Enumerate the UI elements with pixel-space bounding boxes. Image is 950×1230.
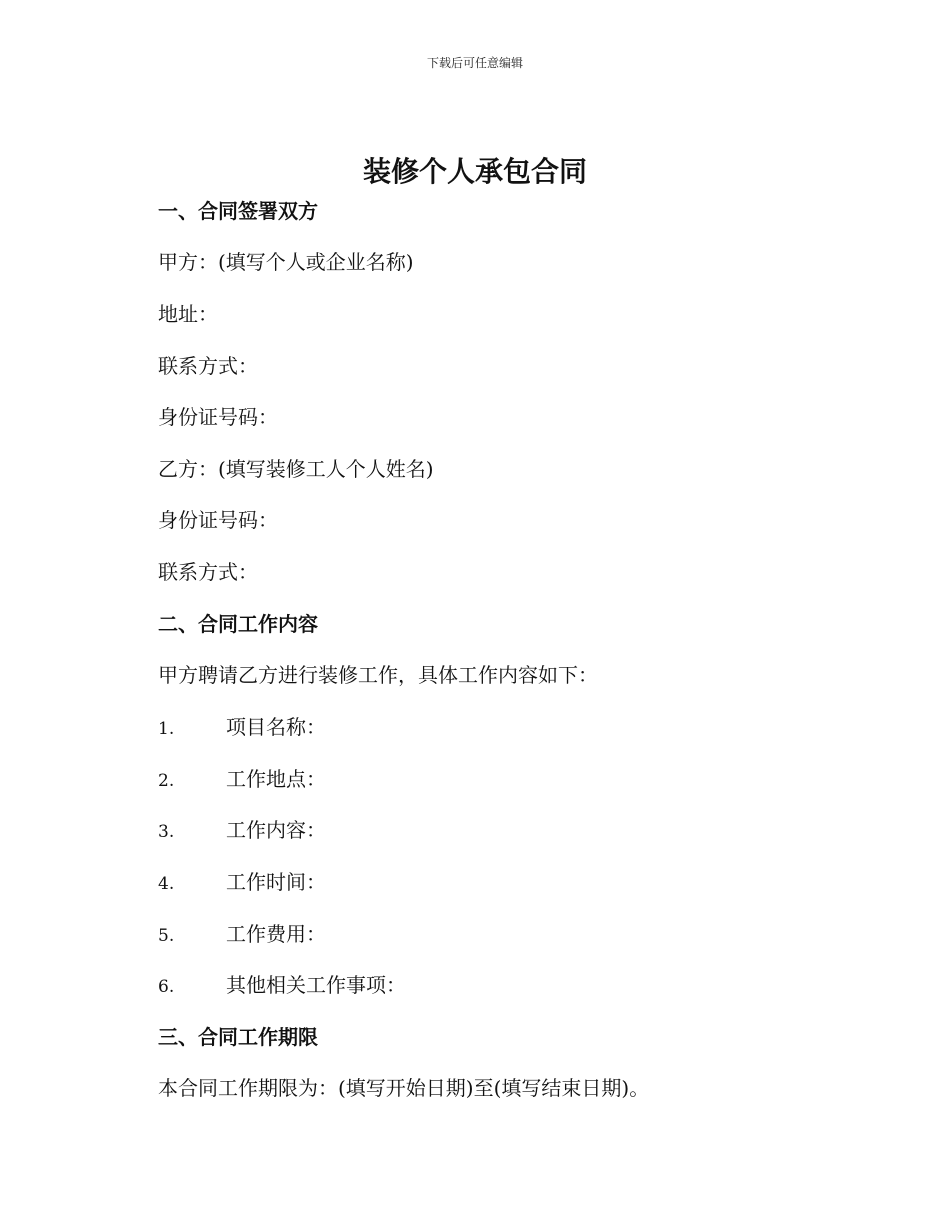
section-2-heading: 二、合同工作内容 bbox=[158, 612, 318, 636]
page-header-note: 下载后可任意编辑 bbox=[426, 56, 523, 70]
list-item-text: 项目名称： bbox=[226, 715, 326, 739]
list-item-text: 工作时间： bbox=[226, 870, 326, 894]
list-item bbox=[158, 712, 326, 744]
list-item-number: 5. bbox=[158, 926, 175, 946]
list-item-number: 3. bbox=[158, 822, 175, 842]
contact-a-line: 联系方式： bbox=[158, 354, 258, 378]
list-item bbox=[158, 970, 406, 1002]
id-a-line: 身份证号码： bbox=[158, 405, 278, 429]
list-item bbox=[158, 764, 326, 796]
list-item-text: 工作地点： bbox=[226, 767, 326, 791]
list-item-number: 6. bbox=[158, 977, 175, 997]
party-b-line: 乙方：(填写装修工人个人姓名) bbox=[158, 457, 434, 481]
list-item-number: 4. bbox=[158, 874, 175, 894]
list-item bbox=[158, 919, 326, 951]
list-item-number: 2. bbox=[158, 771, 175, 791]
contact-b-line: 联系方式： bbox=[158, 560, 258, 584]
list-item-text: 工作内容： bbox=[226, 818, 326, 842]
list-item-text: 其他相关工作事项： bbox=[226, 973, 406, 997]
id-b-line: 身份证号码： bbox=[158, 508, 278, 532]
list-item bbox=[158, 867, 326, 899]
section-1-heading: 一、合同签署双方 bbox=[158, 199, 318, 223]
party-a-line: 甲方：(填写个人或企业名称) bbox=[158, 250, 414, 274]
section-3-text: 本合同工作期限为：(填写开始日期)至(填写结束日期)。 bbox=[158, 1076, 650, 1100]
list-item-number: 1. bbox=[158, 719, 175, 739]
address-line: 地址： bbox=[158, 302, 218, 326]
section-2-intro: 甲方聘请乙方进行装修工作，具体工作内容如下： bbox=[158, 663, 598, 687]
section-3-heading: 三、合同工作期限 bbox=[158, 1025, 318, 1049]
list-item-text: 工作费用： bbox=[226, 922, 326, 946]
list-item bbox=[158, 815, 326, 847]
document-title: 装修个人承包合同 bbox=[362, 155, 587, 188]
